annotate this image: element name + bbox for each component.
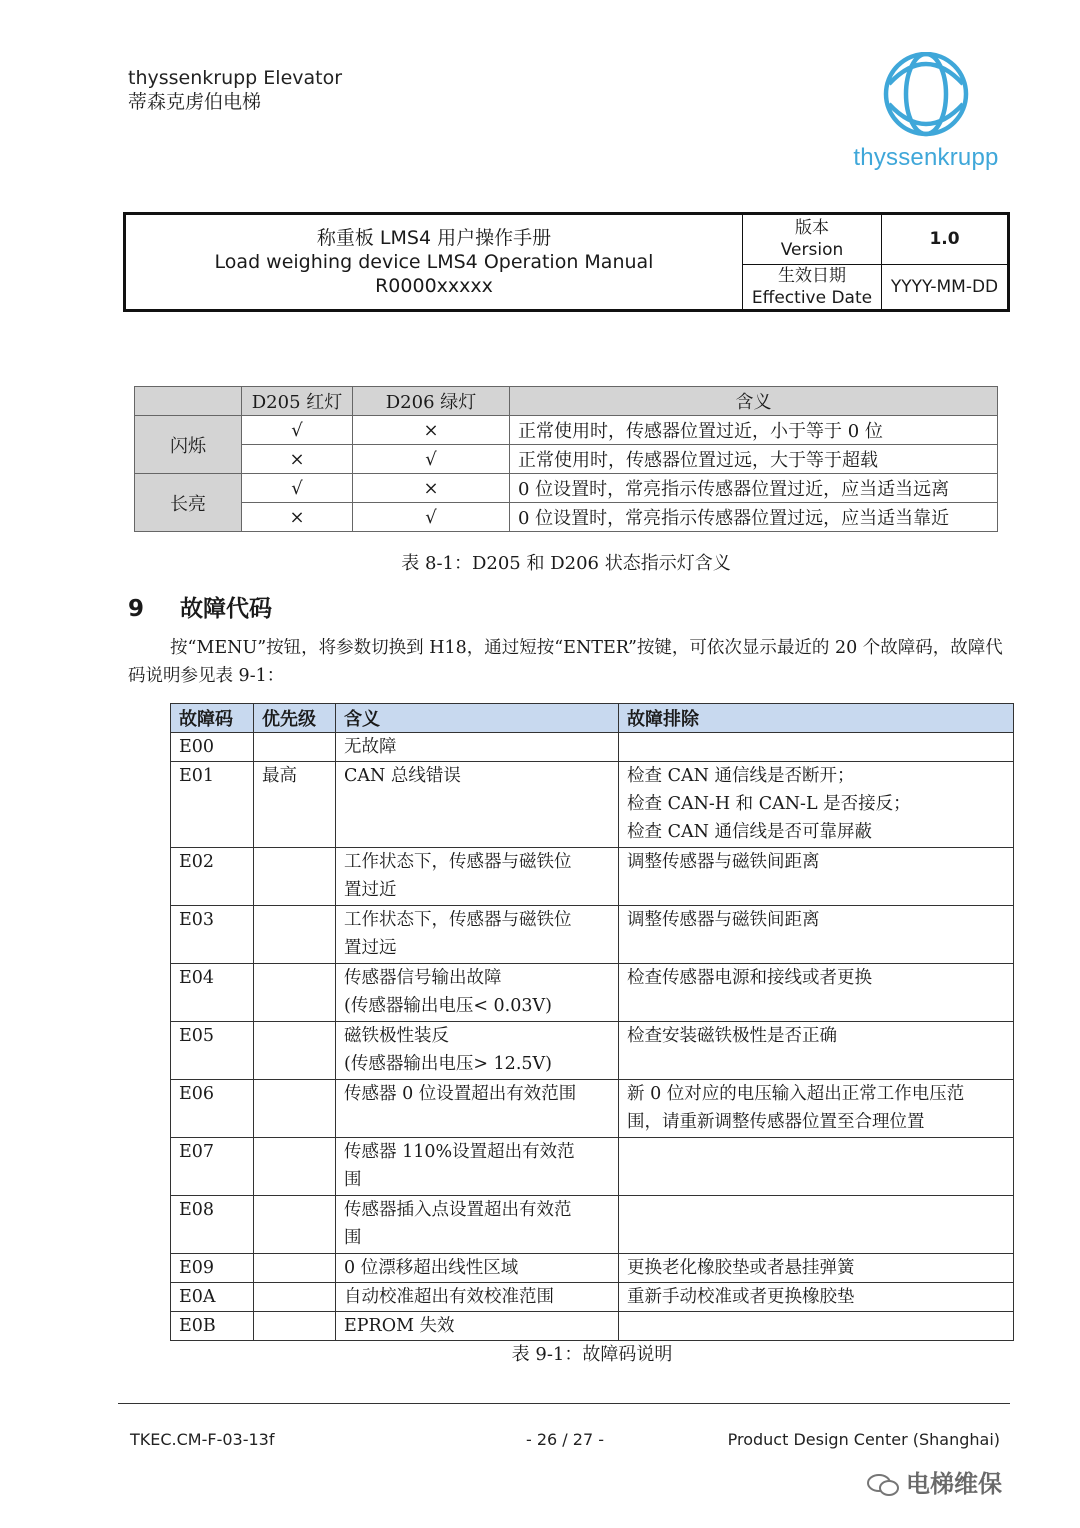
company-name-en: thyssenkrupp Elevator	[128, 67, 343, 89]
fault-meaning-cell	[336, 1138, 619, 1196]
date-label-cn: 生效日期	[778, 265, 846, 286]
fault-code-cell: E05	[171, 1022, 254, 1080]
fault-meaning-line: 工作状态下，传感器与磁铁位	[344, 852, 572, 872]
version-label-en: Version	[780, 240, 844, 261]
fault-header-fix: 故障排除	[619, 704, 1014, 733]
fault-meaning-line: 围	[344, 1170, 362, 1190]
fault-fix-line: 围，请重新调整传感器位置至合理位置	[627, 1112, 925, 1132]
watermark-text: 电梯维保	[906, 1470, 1002, 1498]
footer-department: Product Design Center (Shanghai)	[727, 1430, 1000, 1449]
fault-code-cell: E06	[171, 1080, 254, 1138]
fault-meaning-line: 自动校准超出有效校准范围	[344, 1287, 554, 1307]
fault-fix-line: 检查传感器电源和接线或者更换	[627, 968, 872, 988]
fault-fix-cell	[619, 1022, 1014, 1080]
fault-fix-line: 调整传感器与磁铁间距离	[627, 852, 820, 872]
fault-fix-cell	[619, 1283, 1014, 1312]
led-header-red: D205 红灯	[242, 387, 353, 416]
led-red-cell: ×	[242, 503, 353, 532]
fault-meaning-cell	[336, 1312, 619, 1341]
document-title-en: Load weighing device LMS4 Operation Manual	[214, 251, 654, 273]
fault-meaning-line: 传感器插入点设置超出有效范	[344, 1200, 572, 1220]
section-paragraph: 按“MENU”按钮，将参数切换到 H18，通过短按“ENTER”按键，可依次显示最近的 20 个故障码，故障代码说明参见表 9-1：	[128, 638, 1003, 686]
led-green-cell: √	[353, 445, 510, 474]
led-status-table	[134, 386, 998, 532]
led-meaning-cell: 0 位设置时，常亮指示传感器位置过近，应当适当远离	[510, 474, 998, 503]
fault-fix-cell	[619, 848, 1014, 906]
document-title-cn: 称重板 LMS4 用户操作手册	[316, 227, 552, 249]
led-meaning-cell: 正常使用时，传感器位置过远，大于等于超载	[510, 445, 998, 474]
fault-code-cell: E02	[171, 848, 254, 906]
fault-priority-cell	[254, 1022, 336, 1080]
fault-code-table	[170, 703, 1014, 1341]
footer-divider	[118, 1403, 1010, 1404]
fault-table-caption: 表 9-1：故障码说明	[511, 1344, 673, 1365]
fault-fix-cell	[619, 733, 1014, 762]
fault-meaning-cell	[336, 762, 619, 848]
fault-meaning-cell	[336, 733, 619, 762]
fault-meaning-line: 磁铁极性装反	[344, 1026, 449, 1046]
fault-header-priority: 优先级	[254, 704, 336, 733]
fault-fix-cell	[619, 1196, 1014, 1254]
table-row	[171, 1080, 1014, 1138]
fault-meaning-cell	[336, 848, 619, 906]
fault-meaning-cell	[336, 1283, 619, 1312]
fault-table-header-row	[171, 704, 1014, 733]
fault-priority-cell	[254, 733, 336, 762]
logo-wordmark: thyssenkrupp	[853, 144, 999, 171]
table-row	[171, 848, 1014, 906]
footer-form-number: TKEC.CM-F-03-13f	[130, 1430, 275, 1449]
fault-code-cell: E0A	[171, 1283, 254, 1312]
fault-meaning-cell	[336, 1080, 619, 1138]
led-header-meaning: 含义	[510, 387, 998, 416]
fault-fix-line: 调整传感器与磁铁间距离	[627, 910, 820, 930]
fault-priority-cell	[254, 964, 336, 1022]
fault-priority-cell	[254, 1080, 336, 1138]
fault-meaning-line: 0 位漂移超出线性区域	[344, 1258, 519, 1278]
table-row	[171, 1312, 1014, 1341]
section-heading	[128, 590, 272, 623]
fault-code-cell: E01	[171, 762, 254, 848]
fault-fix-line: 更换老化橡胶垫或者悬挂弹簧	[627, 1258, 855, 1278]
fault-priority-cell	[254, 1283, 336, 1312]
led-meaning-cell: 正常使用时，传感器位置过近，小于等于 0 位	[510, 416, 998, 445]
table-row	[135, 445, 998, 474]
fault-code-cell: E09	[171, 1254, 254, 1283]
table-row	[171, 1138, 1014, 1196]
fault-priority-cell	[254, 906, 336, 964]
table-row	[135, 416, 998, 445]
version-label-cell	[743, 214, 882, 265]
document-number: R0000xxxxx	[375, 275, 493, 297]
date-value: YYYY-MM-DD	[882, 264, 1009, 310]
led-green-cell: √	[353, 503, 510, 532]
table-row	[171, 1196, 1014, 1254]
fault-meaning-line: (传感器输出电压< 0.03V)	[344, 996, 552, 1016]
fault-table-body	[171, 733, 1014, 1341]
table-row	[171, 733, 1014, 762]
led-header-blank	[135, 387, 242, 416]
fault-meaning-line: 置过远	[344, 938, 397, 958]
fault-header-meaning: 含义	[336, 704, 619, 733]
led-green-cell: ×	[353, 416, 510, 445]
table-row	[171, 1283, 1014, 1312]
fault-meaning-line: 传感器信号输出故障	[344, 968, 502, 988]
fault-meaning-line: (传感器输出电压> 12.5V)	[344, 1054, 552, 1074]
fault-meaning-line: 工作状态下，传感器与磁铁位	[344, 910, 572, 930]
watermark	[866, 1464, 1002, 1499]
fault-meaning-cell	[336, 1022, 619, 1080]
fault-meaning-cell	[336, 1196, 619, 1254]
date-label-cell	[743, 264, 882, 310]
version-label-cn: 版本	[795, 218, 829, 239]
table-row	[171, 1254, 1014, 1283]
led-red-cell: ×	[242, 445, 353, 474]
fault-fix-line: 新 0 位对应的电压输入超出正常工作电压范	[627, 1084, 965, 1104]
fault-code-cell: E07	[171, 1138, 254, 1196]
fault-priority-cell: 最高	[254, 762, 336, 848]
led-table-header-row	[135, 387, 998, 416]
fault-fix-line: 检查 CAN-H 和 CAN-L 是否接反；	[627, 794, 911, 814]
fault-fix-cell	[619, 964, 1014, 1022]
fault-priority-cell	[254, 1312, 336, 1341]
table-row	[171, 1022, 1014, 1080]
logo-arcs-icon	[846, 52, 1006, 144]
document-title-cell	[125, 214, 743, 311]
fault-meaning-line: CAN 总线错误	[344, 766, 461, 786]
table-row	[171, 906, 1014, 964]
fault-fix-line: 检查 CAN 通信线是否可靠屏蔽	[627, 822, 872, 842]
fault-fix-line: 检查安装磁铁极性是否正确	[627, 1026, 837, 1046]
fault-code-cell: E0B	[171, 1312, 254, 1341]
fault-code-cell: E03	[171, 906, 254, 964]
fault-meaning-line: 传感器 0 位设置超出有效范围	[344, 1084, 577, 1104]
fault-code-cell: E08	[171, 1196, 254, 1254]
led-table-caption: 表 8-1：D205 和 D206 状态指示灯含义	[401, 553, 731, 574]
fault-meaning-cell	[336, 1254, 619, 1283]
fault-header-code: 故障码	[171, 704, 254, 733]
table-row	[171, 762, 1014, 848]
fault-meaning-line: 无故障	[344, 737, 397, 757]
document-header-table	[123, 212, 1010, 312]
section-number: 9	[128, 596, 145, 622]
fault-fix-cell	[619, 906, 1014, 964]
fault-priority-cell	[254, 1196, 336, 1254]
section-title: 故障代码	[180, 596, 272, 622]
thyssenkrupp-logo	[846, 52, 1006, 182]
fault-fix-line: 检查 CAN 通信线是否断开；	[627, 766, 855, 786]
fault-meaning-line: EPROM 失效	[344, 1316, 455, 1336]
fault-priority-cell	[254, 1254, 336, 1283]
fault-meaning-line: 围	[344, 1228, 362, 1248]
table-row	[135, 503, 998, 532]
fault-priority-cell	[254, 1138, 336, 1196]
fault-fix-cell	[619, 762, 1014, 848]
chat-bubbles-icon	[866, 1472, 900, 1498]
footer-page-number: - 26 / 27 -	[526, 1430, 604, 1449]
table-row	[171, 964, 1014, 1022]
led-red-cell: √	[242, 416, 353, 445]
fault-code-cell: E00	[171, 733, 254, 762]
fault-code-cell: E04	[171, 964, 254, 1022]
led-header-green: D206 绿灯	[353, 387, 510, 416]
fault-meaning-cell	[336, 964, 619, 1022]
fault-fix-cell	[619, 1080, 1014, 1138]
fault-meaning-cell	[336, 906, 619, 964]
date-label-en: Effective Date	[751, 287, 873, 308]
led-green-cell: ×	[353, 474, 510, 503]
led-meaning-cell: 0 位设置时，常亮指示传感器位置过远，应当适当靠近	[510, 503, 998, 532]
fault-fix-line: 重新手动校准或者更换橡胶垫	[627, 1287, 855, 1307]
led-group-label: 闪烁	[135, 416, 242, 474]
fault-priority-cell	[254, 848, 336, 906]
table-row	[135, 474, 998, 503]
fault-fix-cell	[619, 1254, 1014, 1283]
version-value: 1.0	[882, 214, 1009, 265]
fault-fix-cell	[619, 1138, 1014, 1196]
led-red-cell: √	[242, 474, 353, 503]
company-name	[128, 66, 342, 114]
fault-meaning-line: 传感器 110%设置超出有效范	[344, 1142, 575, 1162]
fault-meaning-line: 置过近	[344, 880, 397, 900]
led-group-label: 长亮	[135, 474, 242, 532]
company-name-cn: 蒂森克虏伯电梯	[128, 91, 262, 113]
fault-fix-cell	[619, 1312, 1014, 1341]
